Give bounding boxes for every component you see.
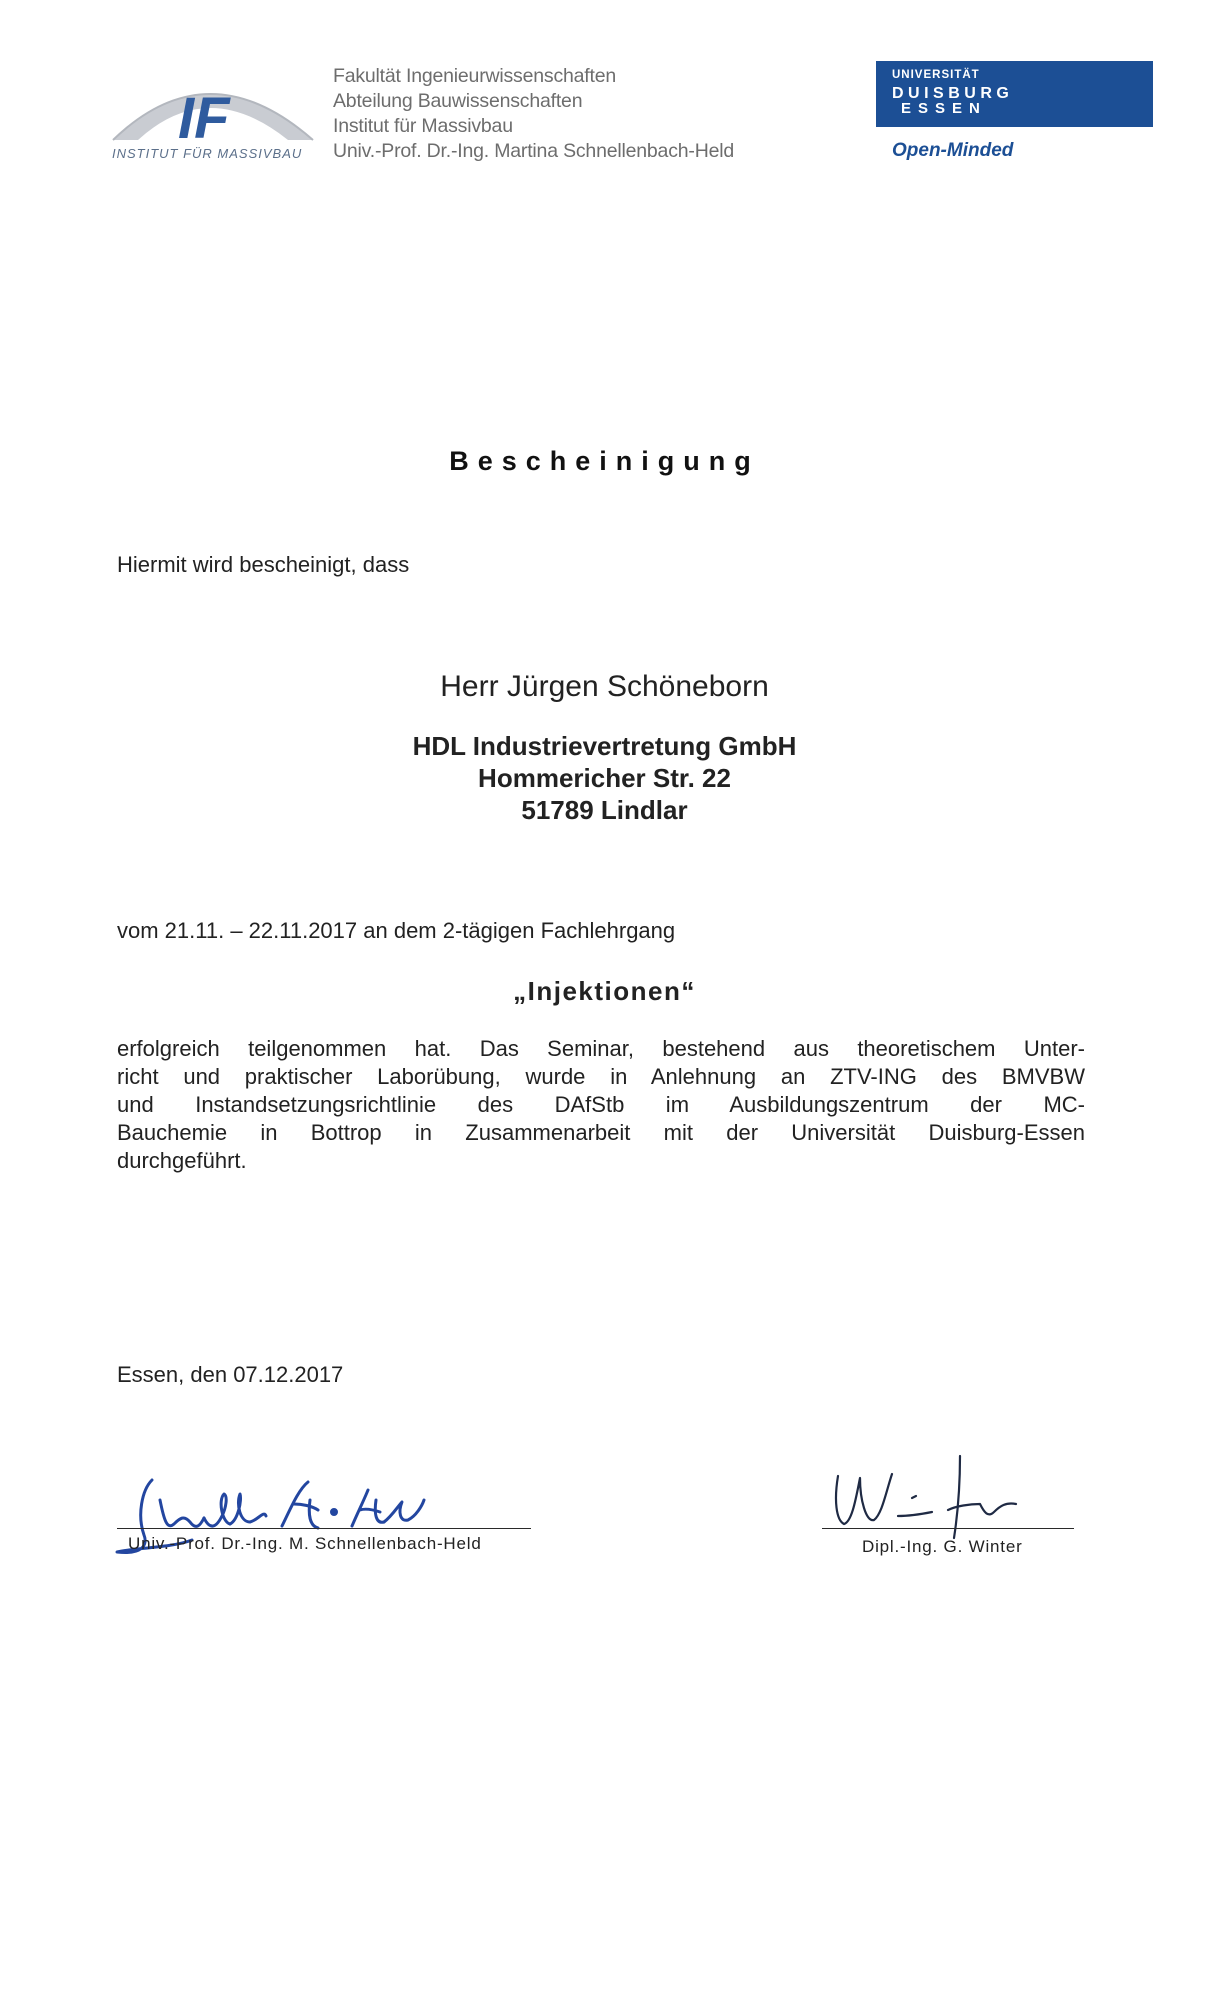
faculty-line: Abteilung Bauwissenschaften xyxy=(333,90,583,112)
signature-caption-right: Dipl.-Ing. G. Winter xyxy=(862,1537,1023,1556)
paragraph-line: richt und praktischer Laborübung, wurde in Anlehnung an ZTV-ING des BMVBW xyxy=(117,1064,1085,1089)
paragraph-line: Bauchemie in Bottrop in Zusammenarbeit mit der Universität Duisburg-Essen xyxy=(117,1120,1085,1145)
paragraph-line: durchgeführt. xyxy=(117,1148,247,1173)
place-date: Essen, den 07.12.2017 xyxy=(117,1362,344,1387)
institute-logo-caption: INSTITUT FÜR MASSIVBAU xyxy=(112,146,303,161)
institute-arch-icon xyxy=(108,58,318,148)
paragraph-line: und Instandsetzungsrichtlinie des DAfStb im Ausbildungszentrum der MC- xyxy=(117,1092,1085,1117)
institute-monogram: IF xyxy=(178,86,230,148)
faculty-line: Fakultät Ingenieurwissenschaften xyxy=(333,65,617,87)
university-logo-line2: DUISBURG xyxy=(892,85,1014,102)
intro-text: Hiermit wird bescheinigt, dass xyxy=(117,552,410,577)
faculty-line: Univ.-Prof. Dr.-Ing. Martina Schnellenbach-Held xyxy=(333,140,734,162)
recipient-street: Hommericher Str. 22 xyxy=(478,763,731,793)
recipient-city: 51789 Lindlar xyxy=(521,795,688,825)
paragraph-line: erfolgreich teilgenommen hat. Das Seminar, bestehend aus theoretischem Unter- xyxy=(117,1036,1085,1061)
faculty-line: Institut für Massivbau xyxy=(333,115,513,137)
signature-caption-left: Univ.-Prof. Dr.-Ing. M. Schnellenbach-Held xyxy=(128,1534,482,1553)
faculty-address-block xyxy=(333,64,734,164)
signature-line-right xyxy=(822,1528,1074,1529)
university-logo-line1: UNIVERSITÄT xyxy=(892,69,980,81)
course-dates: vom 21.11. – 22.11.2017 an dem 2-tägigen Fachlehrgang xyxy=(117,918,676,943)
body-paragraph xyxy=(117,1035,1085,1175)
recipient-company: HDL Industrievertretung GmbH xyxy=(412,731,797,761)
university-slogan: Open-Minded xyxy=(892,140,1014,161)
university-logo-line3: ESSEN xyxy=(901,100,987,117)
signature-line-left xyxy=(117,1528,531,1529)
document-title: Bescheinigung xyxy=(449,446,760,476)
recipient-name: Herr Jürgen Schöneborn xyxy=(440,670,769,703)
course-title: „Injektionen“ xyxy=(513,976,696,1006)
university-logo xyxy=(876,61,1153,127)
